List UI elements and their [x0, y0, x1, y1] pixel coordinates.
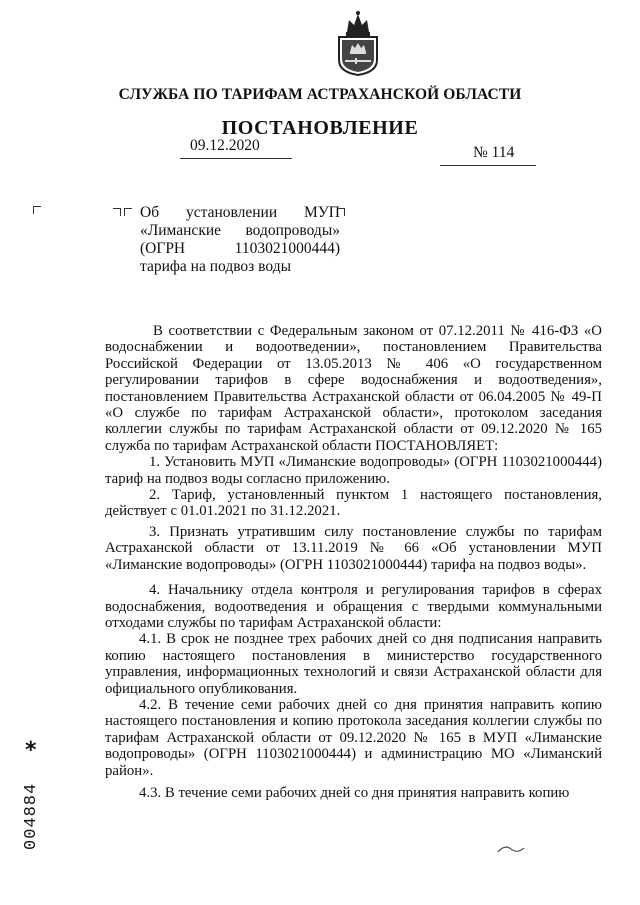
document-date: 09.12.2020	[190, 137, 260, 154]
paragraph-4-3: 4.3. В течение семи рабочих дней со дня принятия направить копию	[139, 784, 570, 801]
corner-mark-subject-left2	[124, 208, 132, 216]
document-body	[105, 323, 602, 801]
paragraph-4: 4. Начальнику отдела контроля и регулирования тарифов в сферах водоснабжения, водоотведения и обращения с твердыми коммунальными отходами службы по тарифам Астраханской области:	[105, 582, 602, 631]
margin-registration-code: 004884	[22, 782, 41, 850]
document-subject	[140, 204, 340, 276]
date-underline	[180, 158, 292, 159]
spacer	[105, 573, 602, 582]
corner-mark-subject-left	[113, 208, 121, 216]
paragraph-3: 3. Признать утратившим силу постановление службы по тарифам Астраханской области от 13.11.2019 № 66 «Об установлении МУП «Лиманские водопроводы» (ОГРН 1103021000444) тарифа на подвоз воды».	[105, 523, 602, 573]
document-number: № 114	[473, 144, 515, 161]
subject-line-3: (ОГРН 1103021000444)	[140, 240, 340, 257]
paragraph-2: 2. Тариф, установленный пунктом 1 настоящего постановления, действует с 01.01.2021 по 31.12.2021.	[105, 487, 602, 520]
subject-line-1: Об установлении МУП	[140, 204, 340, 221]
paragraph-4-2: 4.2. В течение семи рабочих дней со дня принятия направить копию настоящего постановления и копию протокола заседания коллегии службы по тарифам Астраханской области от 09.12.2020 № 165 в МУП «Лиманские водопроводы» (ОГРН 1103021000444) и администрацию МО «Лиманский район».	[105, 696, 602, 779]
subject-line-2: «Лиманские водопроводы»	[140, 222, 340, 239]
number-underline	[440, 165, 536, 166]
paragraph-4-1: 4.1. В срок не позднее трех рабочих дней со дня подписания направить копию настоящего постановления в министерство государственного управления, информационных технологий и связи Астраханской области для официального опубликования.	[105, 631, 602, 697]
preamble: В соответствии с Федеральным законом от 07.12.2011 № 416-ФЗ «О водоснабжении и водоотведении», постановлением Правительства Российской Федерации от 13.05.2013 № 406 «О государственном регулировании тарифов в сфере водоснабжения и водоотведения», постановлением Правительства Астраханской области от 06.04.2005 № 49-П «О службе по тарифам Астраханской области», протоколом заседания коллегии службы по тарифам Астраханской области от 09.12.2020 № 165 служба по тарифам Астраханской области ПОСТАНОВЛЯЕТ:	[105, 323, 602, 454]
paragraph-1: 1. Установить МУП «Лиманские водопроводы» (ОГРН 1103021000444) тариф на подвоз воды согласно приложению.	[105, 454, 602, 487]
margin-star: *	[25, 738, 37, 763]
organization-name: СЛУЖБА ПО ТАРИФАМ АСТРАХАНСКОЙ ОБЛАСТИ	[118, 86, 522, 103]
corner-mark-left	[33, 206, 41, 214]
subject-line-4: тарифа на подвоз воды	[140, 258, 291, 275]
coat-of-arms-icon	[333, 10, 383, 76]
document-type: ПОСТАНОВЛЕНИЕ	[221, 117, 419, 139]
handwritten-mark	[497, 842, 525, 856]
